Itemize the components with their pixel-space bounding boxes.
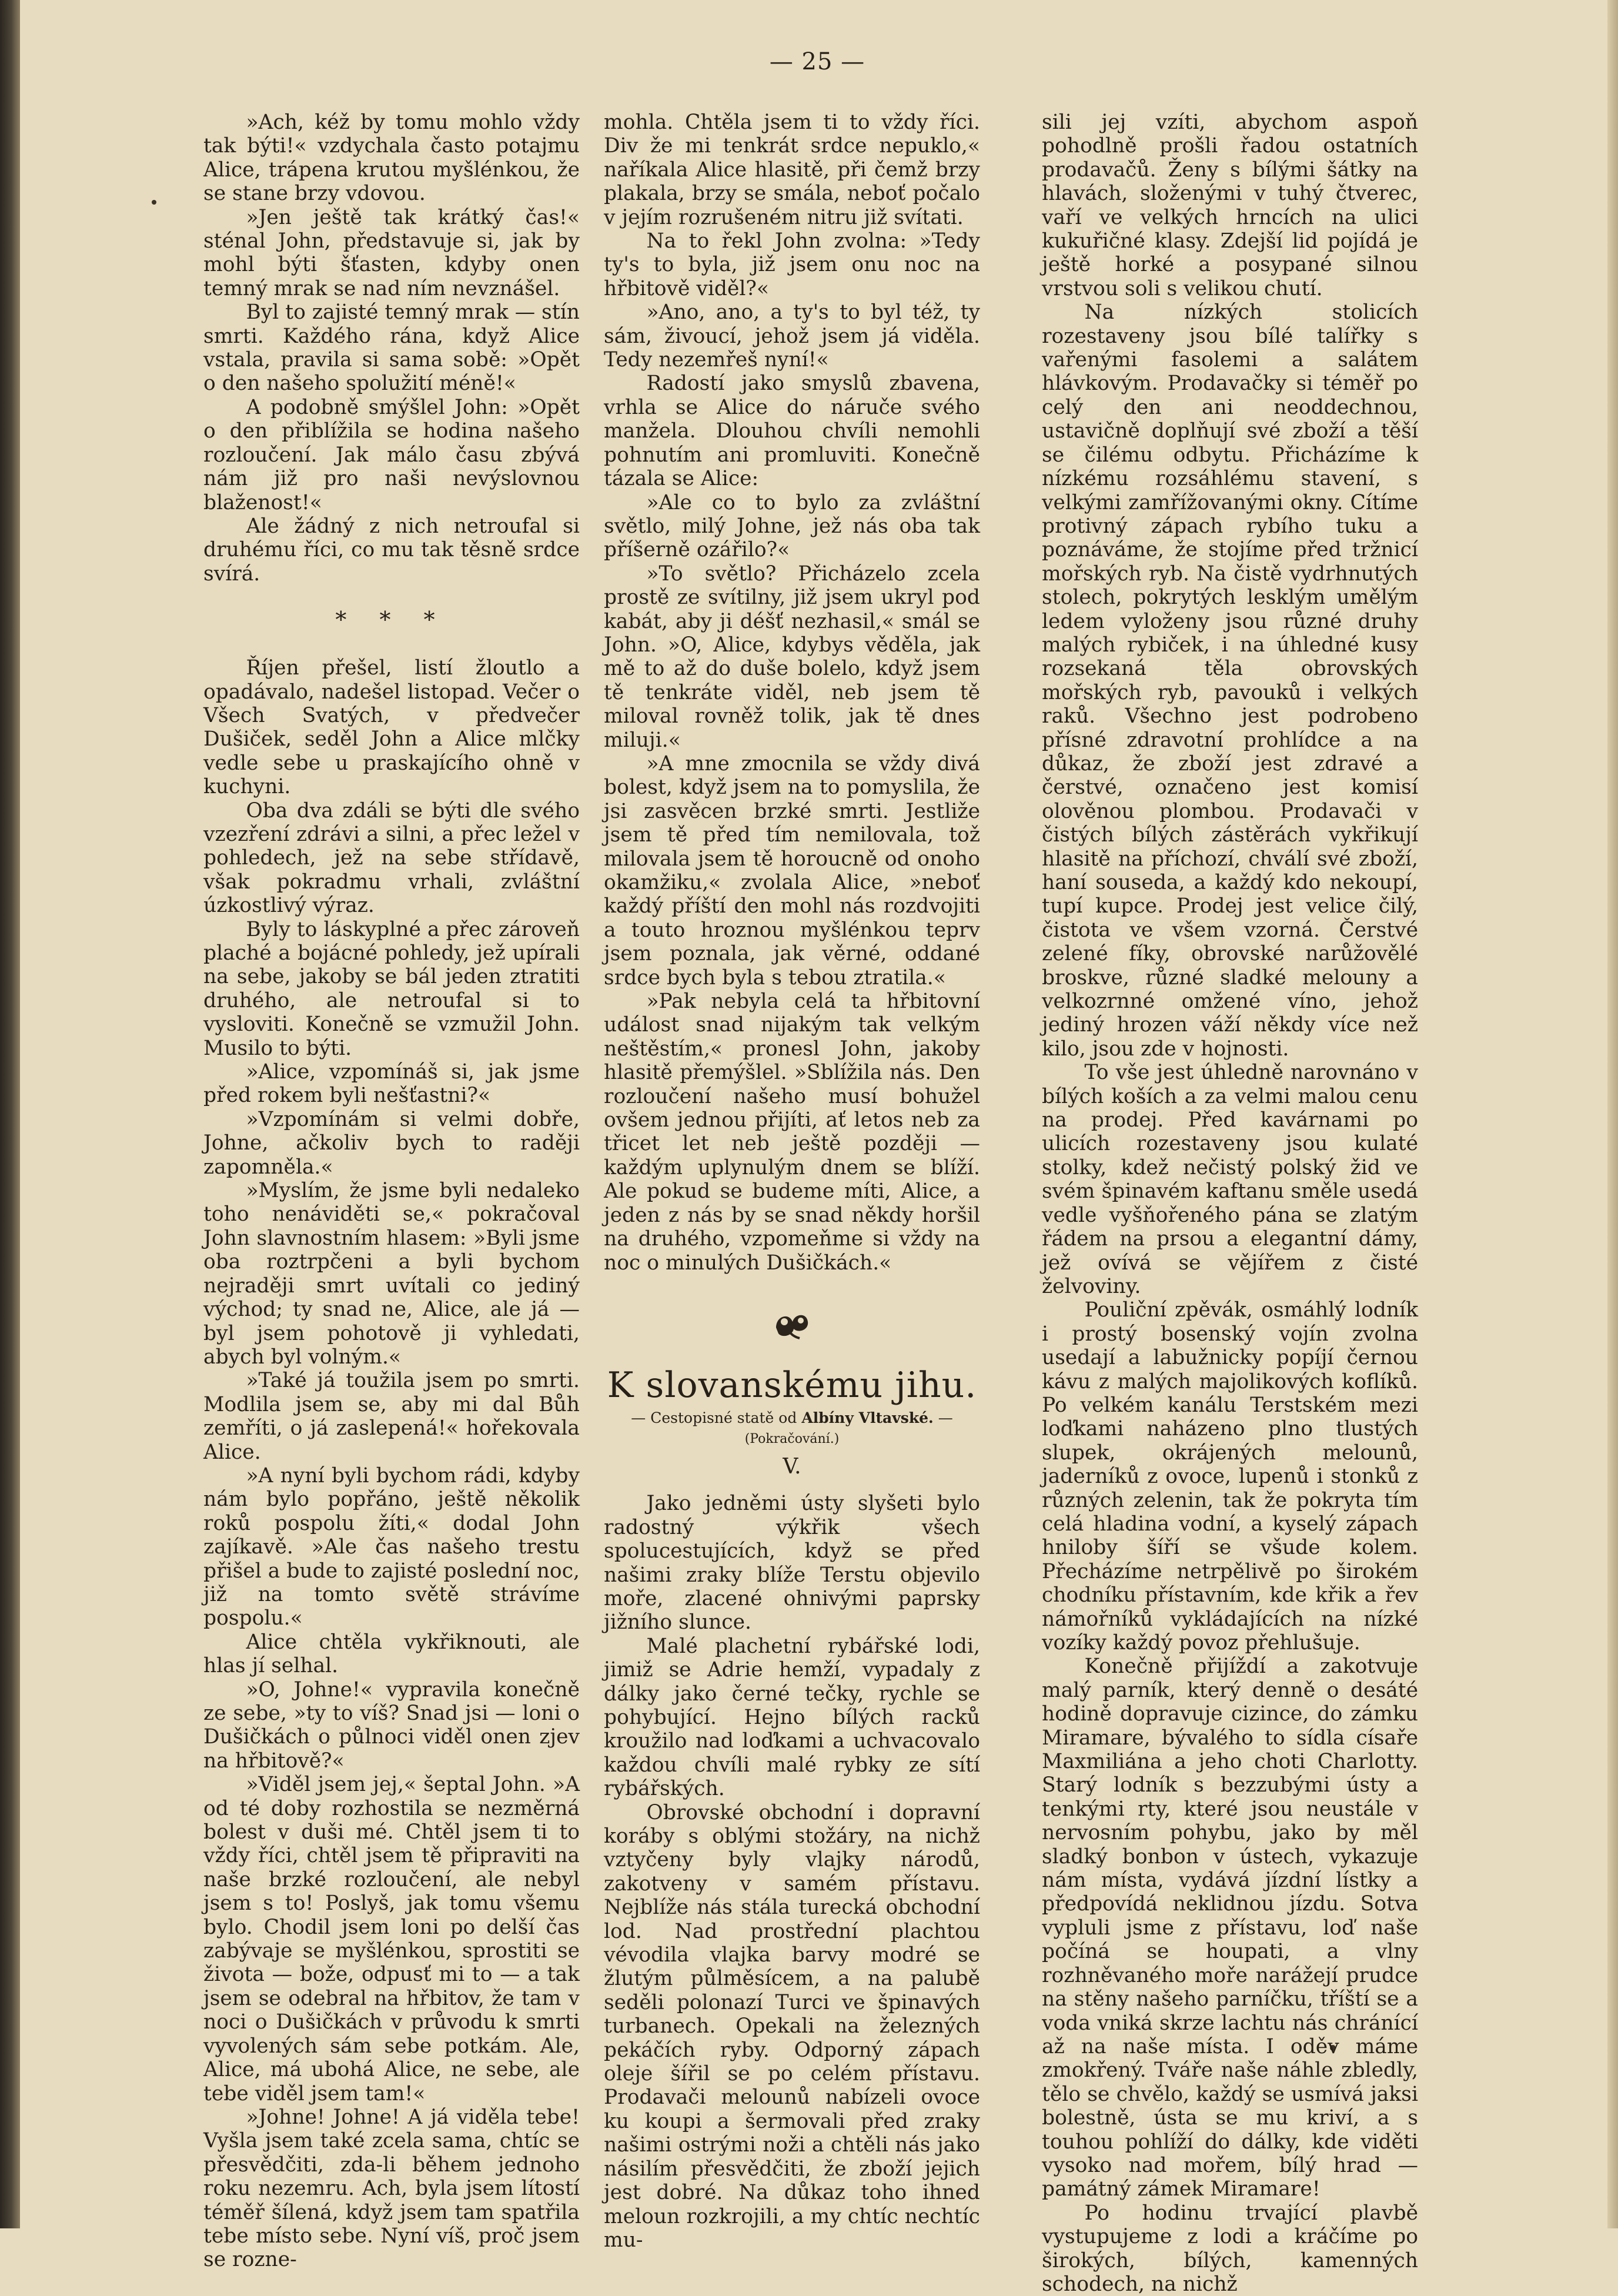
- paragraph: Ale žádný z nich netroufal si druhému říci, co mu tak těsně srdce svírá.: [203, 514, 580, 586]
- column-3: [1042, 111, 1418, 2296]
- paragraph: »Viděl jsem jej,« šeptal John. »A od té doby rozhostila se nezměrná bolest v duši mé. Chtěl jsem ti to vždy říci, chtěl jsem tě připraviti na naše brzké rozloučení, ale nebyl jsem s to! Poslyš, jak tomu všemu bylo. Chodil jsem loni po delší čas zabývaje se myšlénkou, sprostiti se života — bože, odpusť mi to — a tak jsem se odebral na hřbitov, že tam v noci o Dušičkách v průvodu k smrti vyvolených sám sebe potkám. Ale, Alice, má ubohá Alice, ne sebe, ale tebe viděl jsem tam!«: [203, 1773, 580, 2105]
- continued-note: (Pokračování.): [744, 1432, 840, 1447]
- paragraph: »Johne! Johne! A já viděla tebe! Vyšla jsem také zcela sama, chtíc se přesvědčiti, zda-li během jednoho roku nezemru. Ach, byla jsem lítostí téměř šílená, když jsem tam spatřila tebe místo sebe. Nyní víš, proč jsem se rozne-: [203, 2105, 580, 2272]
- paragraph: »Také já toužila jsem po smrti. Modlila jsem se, aby mi dal Bůh zemříti, o já zaslepená!« hořekovala Alice.: [203, 1369, 580, 1464]
- paragraph-continuation: mohla. Chtěla jsem ti to vždy říci. Div že mi tenkrát srdce nepuklo,« naříkala Alice hlasitě, při čemž brzy plakala, brzy se smála, neboť počalo v jejím rozrušeném nitru již svítati.: [604, 111, 980, 229]
- paragraph: Konečně přijíždí a zakotvuje malý parník, který denně o desáté hodině dopravuje cizince, do zámku Miramare, bývalého to sídla císaře Maxmiliána a jeho choti Charlotty. Starý lodník s bezzubými ústy a tenkými rty, které jsou neustále v nervosním pohybu, jako by měl sladký bonbon v ústech, vykazuje nám místa, vydává jízdní lístky a předpovídá neklidnou jízdu. Sotva vypluli jsme z přístavu, loď naše počíná se houpati, a vlny rozhněvaného moře narážejí prudce na stěny našeho parníčku, tříští se a voda vniká skrze lachtu nás chránící až na naše místa. I oděv máme zmokřený. Tváře naše náhle zbledly, tělo se chvělo, každý se usmívá jaksi bolestně, ústa se mu kriví, a s touhou pohlíží do dálky, kde viděti vysoko nad mořem, bílý hrad — památný zámek Miramare!: [1042, 1655, 1418, 2201]
- fleuron-ornament: [604, 1304, 980, 1346]
- byline-prefix: — Cestopisné statě od: [631, 1409, 797, 1427]
- section-number: V.: [783, 1455, 801, 1479]
- paragraph: Malé plachetní rybářské lodi, jimiž se Adrie hemží, vypadaly z dálky jako černé tečky, rychle se pohybující. Hejno bílých racků kroužilo nad loďkami a uchvacovalo každou chvíli malé rybky ze sítí rybářských.: [604, 1634, 980, 1801]
- paragraph: »Ano, ano, a ty's to byl též, ty sám, živoucí, jehož jsem já viděla. Tedy nezemřeš nyní!«: [604, 300, 980, 372]
- paragraph: Oba dva zdáli se býti dle svého vzezření zdrávi a silni, a přec ležel v pohledech, jež na sebe střídavě, však pokradmu vrhali, zvláštní úzkostlivý výraz.: [203, 798, 580, 918]
- paragraph: »Jen ještě tak krátký čas!« sténal John, představuje si, jak by mohl býti šťasten, kdyby onen temný mrak se nad ním nevznášel.: [203, 205, 580, 300]
- paragraph: Na to řekl John zvolna: »Tedy ty's to byla, již jsem onu noc na hřbitově viděl?«: [604, 229, 980, 300]
- paragraph: Alice chtěla vykřiknouti, ale hlas jí selhal.: [203, 1630, 580, 1678]
- leaf-ornament-icon: [771, 1304, 813, 1341]
- paragraph: Po hodinu trvající plavbě vystupujeme z lodi a kráčíme po širokých, bílých, kamenných schodech, na nichž: [1042, 2201, 1418, 2296]
- paragraph: Říjen přešel, listí žloutlo a opadávalo, nadešel listopad. Večer o Všech Svatých, v předvečer Dušiček, seděl John a Alice mlčky vedle sebe u praskajícího ohně v kuchyni.: [203, 656, 580, 799]
- article-byline: [604, 1408, 980, 1428]
- paragraph: Byly to láskyplné a přec zároveň plaché a bojácné pohledy, jež upírali na sebe, jakoby se bál jeden ztratiti druhého, ale netroufal si to vysloviti. Konečně se vzmužil John. Musilo to býti.: [203, 917, 580, 1060]
- paragraph: Jako jedněmi ústy slyšeti bylo radostný výkřik všech spolucestujících, když se před našimi zraky blíže Terstu objevilo moře, zlacené ohnivými paprsky jižního slunce.: [604, 1492, 980, 1635]
- paragraph: To vše jest úhledně narovnáno v bílých koších a za velmi malou cenu na prodej. Před kavárnami po ulicích rozestaveny jsou kulaté stolky, kdež nečistý polský žid ve svém špinavém kaftanu směle usedá vedle vyšňořeného pána se zlatým řádem na prsou a elegantní dámy, jež ovívá se vějířem z čisté želvoviny.: [1042, 1061, 1418, 1298]
- paragraph: Na nízkých stolicích rozestaveny jsou bílé talířky s vařenými fasolemi a salátem hlávkovým. Prodavačky si téměř po celý den ani neoddechnou, ustavičně doplňují své zboží a těší se čilému odbytu. Přicházíme k nízkému rozsáhlému stavení, s velkými zamřížovanými okny. Cítíme protivný zápach rybího tuku a poznáváme, že stojíme před tržnicí mořských ryb. Na čistě vydrhnutých stolech, pokrytých lesklým umělým ledem vyloženy jsou různé druhy malých rybiček, i na úhledné kusy rozsekaná těla obrovských mořských ryb, pavouků i velkých raků. Všechno jest podrobeno přísné zdravotní prohlídce a na důkaz, že zboží jest zdravé a čerstvé, označeno jest komisí olověnou plombou. Prodavači v čistých bílých zástěrách vykřikují hlasitě na příchozí, chválí své zboží, haní souseda, a každý kdo nekoupí, tupí kupce. Prodej jest velice čilý, čistota ve všem vzorná. Čerstvé zelené fíky, obrovské narůžovělé broskve, různé sladké melouny a velkozrnné omžené víno, jehož jediný hrozen váží někdy více než kilo, jsou zde v hojnosti.: [1042, 300, 1418, 1061]
- paragraph: »A mne zmocnila se vždy divá bolest, když jsem na to pomyslila, že jsi zasvěcen brzké smrti. Jestliže jsem tě před tím nemilovala, tož milovala jsem tě horoucně od onoho okamžiku,« zvolala Alice, »neboť každý příští den mohl nás rozdvojiti a touto hroznou myšlénkou teprv jsem poznala, jak věrné, oddané srdce bych byla s tebou ztratila.«: [604, 751, 980, 990]
- byline-suffix: —: [938, 1409, 953, 1427]
- paragraph-continuation: sili jej vzíti, abychom aspoň pohodlně prošli řadou ostatních prodavačů. Ženy s bílými šátky na hlavách, složenými v tuhý čtverec, vaří ve velkých hrncích na ulici kukuřičné klasy. Zdejší lid pojídá je ještě horké a posypané silnou vrstvou soli s velikou chutí.: [1042, 111, 1418, 300]
- paragraph: »Ale co to bylo za zvláštní světlo, milý Johne, jež nás oba tak příšerně ozářilo?«: [604, 490, 980, 562]
- page-number: — 25 —: [769, 48, 865, 75]
- paragraph: Radostí jako smyslů zbavena, vrhla se Alice do náruče svého manžela. Dlouhou chvíli nemohli pohnutím ani promluviti. Konečně tázala se Alice:: [604, 372, 980, 491]
- author-name: Albíny Vltavské.: [801, 1409, 934, 1427]
- paragraph: »A nyní byli bychom rádi, kdyby nám bylo popřáno, ještě několik roků pospolu žíti,« dodal John zajíkavě. »Ale čas našeho trestu přišel a bude to zajisté poslední noc, již na tomto světě strávíme pospolu.«: [203, 1463, 580, 1630]
- column-2: [604, 111, 980, 2252]
- page-edge: [1607, 0, 1618, 2228]
- paragraph: Pouliční zpěvák, osmáhlý lodník i prostý bosenský vojín zvolna usedají a labužnicky popíjí černou kávu z malých majolikových koflíků. Po velkém kanálu Terstském mezi loďkami naházeno plno tlustých slupek, okrájených melounů, jaderníků z ovoce, lupenů i stonků z různých zelenin, tak že pokryta tím celá hladina vodní, a kyselý zápach hniloby šíří se všude kolem. Přecházíme netrpělivě po širokém chodníku přístavním, kde křik a řev námořníků vykládajících na nízké vozíky každý povoz přehlušuje.: [1042, 1298, 1418, 1655]
- print-speck: [152, 200, 156, 205]
- paragraph: »Alice, vzpomínáš si, jak jsme před rokem byli nešťastni?«: [203, 1060, 580, 1108]
- book-binding-shadow: [0, 0, 20, 2228]
- paragraph: Obrovské obchodní i dopravní koráby s oblými stožáry, na nichž vztyčeny byly vlajky národů, zakotveny v samém přístavu. Nejblíže nás stála turecká obchodní lod. Nad prostřední plachtou vévodila vlajka barvy modré se žlutým půlměsícem, a na palubě seděli polonazí Turci ve špinavých turbanech. Opekali na železných pekáčích ryby. Odporný zápach oleje šířil se po celém přístavu. Prodavači melounů nabízeli ovoce ku koupi a šermovali před zraky našimi ostrými noži a chtěli nás jako násilím přesvědčiti, že zboží jejich jest dobré. Na důkaz toho ihned meloun rozkrojili, a my chtíc nechtíc mu-: [604, 1800, 980, 2252]
- paragraph: »Vzpomínám si velmi dobře, Johne, ačkoliv bych to raději zapomněla.«: [203, 1107, 580, 1179]
- paragraph: »O, Johne!« vypravila konečně ze sebe, »ty to víš? Snad jsi — loni o Dušičkách o půlnoci viděl onen zjev na hřbitově?«: [203, 1677, 580, 1773]
- paragraph: »Ach, kéž by tomu mohlo vždy tak býti!« vzdychala často potajmu Alice, trápena krutou myšlénkou, že se stane brzy vdovou.: [203, 111, 580, 206]
- article-title: K slovanskému jihu.: [607, 1365, 977, 1406]
- paragraph: »To světlo? Přicházelo zcela prostě ze svítilny, již jsem ukryl pod kabát, aby ji déšť nezhasil,« smál se John. »O, Alice, kdybys věděla, jak mě to až do duše bolelo, když jsem tě tenkráte viděl, neb jsem tě miloval rovněž tolik, jak tě dnes miluji.«: [604, 562, 980, 752]
- paragraph: Byl to zajisté temný mrak — stín smrti. Každého rána, když Alice vstala, pravila si sama sobě: »Opět o den našeho spolužití méně!«: [203, 300, 580, 396]
- column-1: [203, 111, 580, 2272]
- paragraph: »Myslím, že jsme byli nedaleko toho nenáviděti se,« pokračoval John slavnostním hlasem: »Byli jsme oba roztrpčeni a byli bychom nejraději smrt uvítali co jediný východ; ty snad ne, Alice, ale já — byl jsem pohotově ji vyhledati, abych byl volným.«: [203, 1179, 580, 1369]
- paragraph: A podobně smýšlel John: »Opět o den přiblížila se hodina našeho rozloučení. Jak málo času zbývá nám již pro naši nevýslovnou blaženost!«: [203, 395, 580, 514]
- section-separator: * * *: [335, 607, 448, 633]
- paragraph: »Pak nebyla celá ta hřbitovní událost snad nijakým tak velkým neštěstím,« pronesl John, jakoby hlasitě přemýšlel. »Sblížila nás. Den rozloučení našeho musí bohužel ovšem jednou přijíti, ať letos neb za třicet let neb ještě později — každým uplynulým dnem se blíží. Ale pokud se budeme míti, Alice, a jeden z nás by se snad někdy horšil na druhého, vzpomeňme si vždy na noc o minulých Dušičkách.«: [604, 990, 980, 1275]
